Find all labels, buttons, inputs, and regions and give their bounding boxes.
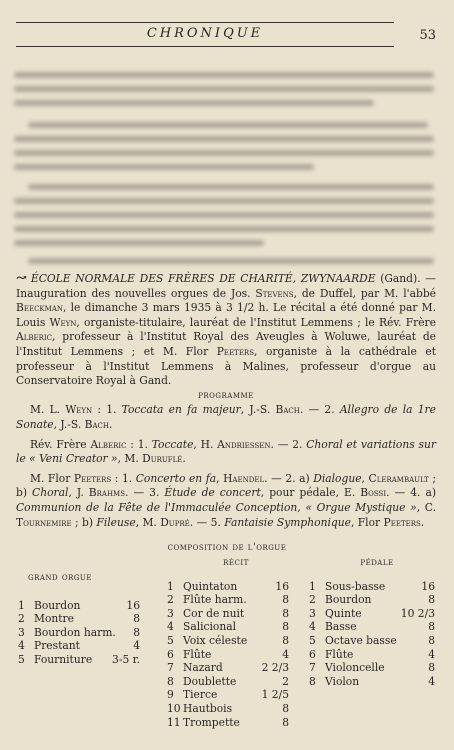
stop-number: 1 xyxy=(18,598,25,612)
text-run: . — 2. a) xyxy=(264,471,314,485)
text-run: . xyxy=(420,515,425,529)
text-run: , de Duffel, par M. l'abbé xyxy=(293,286,436,300)
text-run: , organiste-titulaire, lauréat de l'Institut Lemmens ; le Rév. Frère xyxy=(76,315,436,329)
stop-number: 9 xyxy=(167,688,174,702)
text-run: , le dimanche 3 mars 1935 à 3 1/2 h. Le récital a été donné par M. Louis xyxy=(16,301,436,329)
text-run: . — 3. xyxy=(125,486,165,500)
text-run: Bossi xyxy=(360,486,387,500)
text-run: . xyxy=(109,417,113,431)
stop-name: Salicional xyxy=(183,620,237,634)
text-run: Allegro de la 1re Sonate xyxy=(16,403,436,431)
text-run: Clerambault xyxy=(368,471,429,485)
header-rule-bottom xyxy=(16,46,394,47)
stop-number: 7 xyxy=(167,661,174,675)
text-run: . — 2. xyxy=(299,403,340,417)
stop-name: Cor de nuit xyxy=(183,606,245,620)
stop-name: Bourdon xyxy=(34,598,81,612)
text-run: Stevens xyxy=(255,286,294,300)
text-run: ; b) xyxy=(16,471,437,500)
text-run: : 1. xyxy=(92,403,122,417)
stop-number: 1 xyxy=(309,579,316,593)
text-run: Peeters xyxy=(383,515,421,529)
text-run: Duruflé xyxy=(142,452,183,466)
text-run: , H. xyxy=(193,437,218,451)
text-run: Bach xyxy=(275,403,300,417)
stop-name: Basse xyxy=(325,620,357,634)
stop-pitch: 8 xyxy=(282,593,289,607)
programme-entry-peeters xyxy=(16,472,436,530)
text-run: Concerto en fa xyxy=(135,471,217,485)
article-body xyxy=(16,272,436,387)
grand-orgue-column xyxy=(18,571,140,667)
stop-number: 3 xyxy=(309,606,316,620)
organ-stop-row xyxy=(309,648,435,662)
text-run: Brahms xyxy=(88,486,126,500)
organ-stop-row xyxy=(18,626,140,640)
stop-number: 6 xyxy=(309,647,316,661)
running-title: CHRONIQUE xyxy=(146,26,264,41)
text-run: , Flor xyxy=(350,515,384,529)
recit-heading: récit xyxy=(223,557,249,568)
stop-name: Quinte xyxy=(325,606,362,620)
stop-number: 10 xyxy=(167,701,181,715)
text-run: Bach xyxy=(84,417,110,431)
stop-pitch: 4 xyxy=(428,674,435,688)
programme-entry-alberic xyxy=(16,438,436,467)
text-run: Beeckman xyxy=(16,301,64,315)
organ-stop-row xyxy=(18,612,140,626)
stop-name: Bourdon xyxy=(325,593,372,607)
organ-stop-row xyxy=(18,653,140,667)
text-run: . — 5. xyxy=(189,515,225,529)
text-run: Peeters xyxy=(73,471,112,485)
stop-name: Octave basse xyxy=(325,633,397,647)
organ-stop-row xyxy=(309,580,435,594)
stop-pitch: 1 2/5 xyxy=(261,688,289,702)
stop-number: 3 xyxy=(18,625,25,639)
stop-pitch: 4 xyxy=(133,639,140,653)
organ-stop-row xyxy=(167,702,289,716)
text-run: , M. xyxy=(117,452,143,466)
stop-number: 8 xyxy=(167,674,174,688)
text-run: Weyn xyxy=(65,403,93,417)
stop-pitch: 8 xyxy=(428,593,435,607)
organ-stop-row xyxy=(309,607,435,621)
recit-column xyxy=(167,556,289,729)
stop-name: Trompette xyxy=(183,715,240,729)
stop-name: Flûte harm. xyxy=(183,593,247,607)
text-run: , J.-S. xyxy=(53,417,85,431)
stop-pitch: 16 xyxy=(275,579,289,593)
stop-number: 8 xyxy=(309,674,316,688)
stop-number: 2 xyxy=(309,593,316,607)
stop-name: Bourdon harm. xyxy=(34,625,116,639)
stop-pitch: 8 xyxy=(133,625,140,639)
organ-stop-row xyxy=(167,716,289,730)
stop-pitch: 3-5 r. xyxy=(112,652,140,666)
organ-stop-row xyxy=(167,593,289,607)
organ-specification-title: composition de l'orgue xyxy=(167,542,287,553)
ornament-icon: ↝ xyxy=(16,271,27,286)
organ-stop-row xyxy=(167,661,289,675)
stop-name: Sous-basse xyxy=(325,579,386,593)
stop-name: Prestant xyxy=(34,639,80,653)
pedale-heading: pédale xyxy=(360,557,394,568)
organ-stop-row xyxy=(167,634,289,648)
text-run: , J. xyxy=(68,486,89,500)
programme-title: programme xyxy=(198,389,254,401)
organ-stop-row xyxy=(18,599,140,613)
article-heading: ÉCOLE NORMALE DES FRÈRES DE CHARITÉ, ZWYNAARDE xyxy=(30,272,376,285)
text-run: Haendel xyxy=(223,471,265,485)
article-paragraph xyxy=(16,272,436,389)
stop-number: 4 xyxy=(167,620,174,634)
text-run: , organiste à la cathédrale et professeur à l'Institut Lemmens à Malines, professeur d'orgue au Conservatoire Royal à Gand. xyxy=(16,344,436,388)
blurred-previous-entries xyxy=(14,64,440,264)
stop-name: Tierce xyxy=(183,688,218,702)
text-run: Andriessen xyxy=(217,437,271,451)
organ-stop-row xyxy=(167,607,289,621)
stop-number: 4 xyxy=(309,620,316,634)
text-run: , J.-S. xyxy=(240,403,276,417)
text-run: Weyn xyxy=(49,315,77,329)
text-run: Tournemire xyxy=(16,515,72,529)
text-run: . xyxy=(182,452,186,466)
stop-number: 3 xyxy=(167,606,174,620)
text-run: , xyxy=(361,471,369,485)
stop-pitch: 8 xyxy=(428,620,435,634)
text-run: . — 2. xyxy=(270,437,307,451)
text-run: Dupré xyxy=(160,515,190,529)
organ-stop-row xyxy=(167,580,289,594)
text-run: Rév. Frère xyxy=(30,437,91,451)
stop-pitch: 8 xyxy=(282,606,289,620)
organ-stop-row xyxy=(18,639,140,653)
text-run: (Gand). — Inauguration des nouvelles orgues de Jos. xyxy=(16,272,436,300)
stop-name: Violoncelle xyxy=(325,661,385,675)
text-run: , pour pédale, E. xyxy=(260,486,361,500)
organ-stop-row xyxy=(309,634,435,648)
stop-pitch: 4 xyxy=(282,647,289,661)
stop-pitch: 8 xyxy=(282,701,289,715)
grand-orgue-heading: grand orgue xyxy=(28,572,92,583)
stop-pitch: 10 2/3 xyxy=(400,606,435,620)
stop-name: Montre xyxy=(34,612,74,626)
stop-number: 5 xyxy=(18,652,25,666)
text-run: Étude de concert xyxy=(164,486,261,500)
stop-name: Voix céleste xyxy=(183,633,248,647)
stop-pitch: 2 2/3 xyxy=(261,661,289,675)
stop-name: Nazard xyxy=(183,661,223,675)
text-run: , xyxy=(216,471,224,485)
text-run: Communion de la Fête de l'Immaculée Conception, « Orgue Mystique » xyxy=(16,500,417,514)
stop-name: Violon xyxy=(325,674,360,688)
text-run: ; b) xyxy=(71,515,97,529)
stop-pitch: 8 xyxy=(282,715,289,729)
text-run: , C. xyxy=(416,500,436,514)
text-run: Toccata en fa majeur xyxy=(121,403,241,417)
stop-name: Quintaton xyxy=(183,579,238,593)
text-run: : 1. xyxy=(126,437,152,451)
text-run: , professeur à l'Institut Royal des Aveugles à Woluwe, lauréat de l'Institut Lemmens ; et M. Flor xyxy=(16,330,436,358)
stop-number: 4 xyxy=(18,639,25,653)
text-run: M. L. xyxy=(30,403,66,417)
text-run: Fantaisie Symphonique xyxy=(224,515,351,529)
text-run: Choral et variations sur le « Veni Creator » xyxy=(16,437,436,466)
stop-number: 2 xyxy=(167,593,174,607)
text-run: Alberic xyxy=(16,330,53,344)
text-run: Peeters xyxy=(216,344,254,358)
text-run: M. Flor xyxy=(30,471,74,485)
stop-number: 5 xyxy=(167,633,174,647)
stop-pitch: 4 xyxy=(428,647,435,661)
stop-name: Flûte xyxy=(183,647,212,661)
stop-number: 1 xyxy=(167,579,174,593)
stop-name: Hautbois xyxy=(183,701,233,715)
stop-pitch: 2 xyxy=(282,674,289,688)
programme-entry-weyn xyxy=(16,403,436,432)
organ-stop-row xyxy=(167,648,289,662)
stop-number: 7 xyxy=(309,661,316,675)
stop-number: 2 xyxy=(18,612,25,626)
text-run: Toccate xyxy=(151,437,194,451)
stop-name: Fourniture xyxy=(34,652,93,666)
stop-number: 5 xyxy=(309,633,316,647)
stop-pitch: 16 xyxy=(421,579,435,593)
text-run: Alberic xyxy=(90,437,127,451)
text-run: Choral xyxy=(32,486,69,500)
organ-stop-row xyxy=(309,675,435,689)
organ-stop-row xyxy=(309,593,435,607)
stop-number: 11 xyxy=(167,715,181,729)
organ-stop-row xyxy=(167,675,289,689)
stop-pitch: 8 xyxy=(282,620,289,634)
organ-stop-row xyxy=(309,661,435,675)
stop-pitch: 16 xyxy=(126,598,140,612)
header-rule-top xyxy=(16,22,394,23)
organ-stop-row xyxy=(167,688,289,702)
stop-pitch: 8 xyxy=(428,633,435,647)
text-run: : 1. xyxy=(111,471,136,485)
stop-pitch: 8 xyxy=(282,633,289,647)
running-header xyxy=(16,17,438,47)
text-run: Fileuse xyxy=(96,515,136,529)
concert-article xyxy=(16,272,436,535)
stop-pitch: 8 xyxy=(428,661,435,675)
page-number: 53 xyxy=(419,28,436,43)
organ-stop-row xyxy=(167,620,289,634)
text-run: Dialogue xyxy=(313,471,362,485)
organ-stop-row xyxy=(309,620,435,634)
stop-name: Doublette xyxy=(183,674,237,688)
pedale-column xyxy=(309,556,435,688)
stop-number: 6 xyxy=(167,647,174,661)
text-run: . — 4. a) xyxy=(386,486,437,500)
text-run: , M. xyxy=(135,515,161,529)
stop-name: Flûte xyxy=(325,647,354,661)
stop-pitch: 8 xyxy=(133,612,140,626)
